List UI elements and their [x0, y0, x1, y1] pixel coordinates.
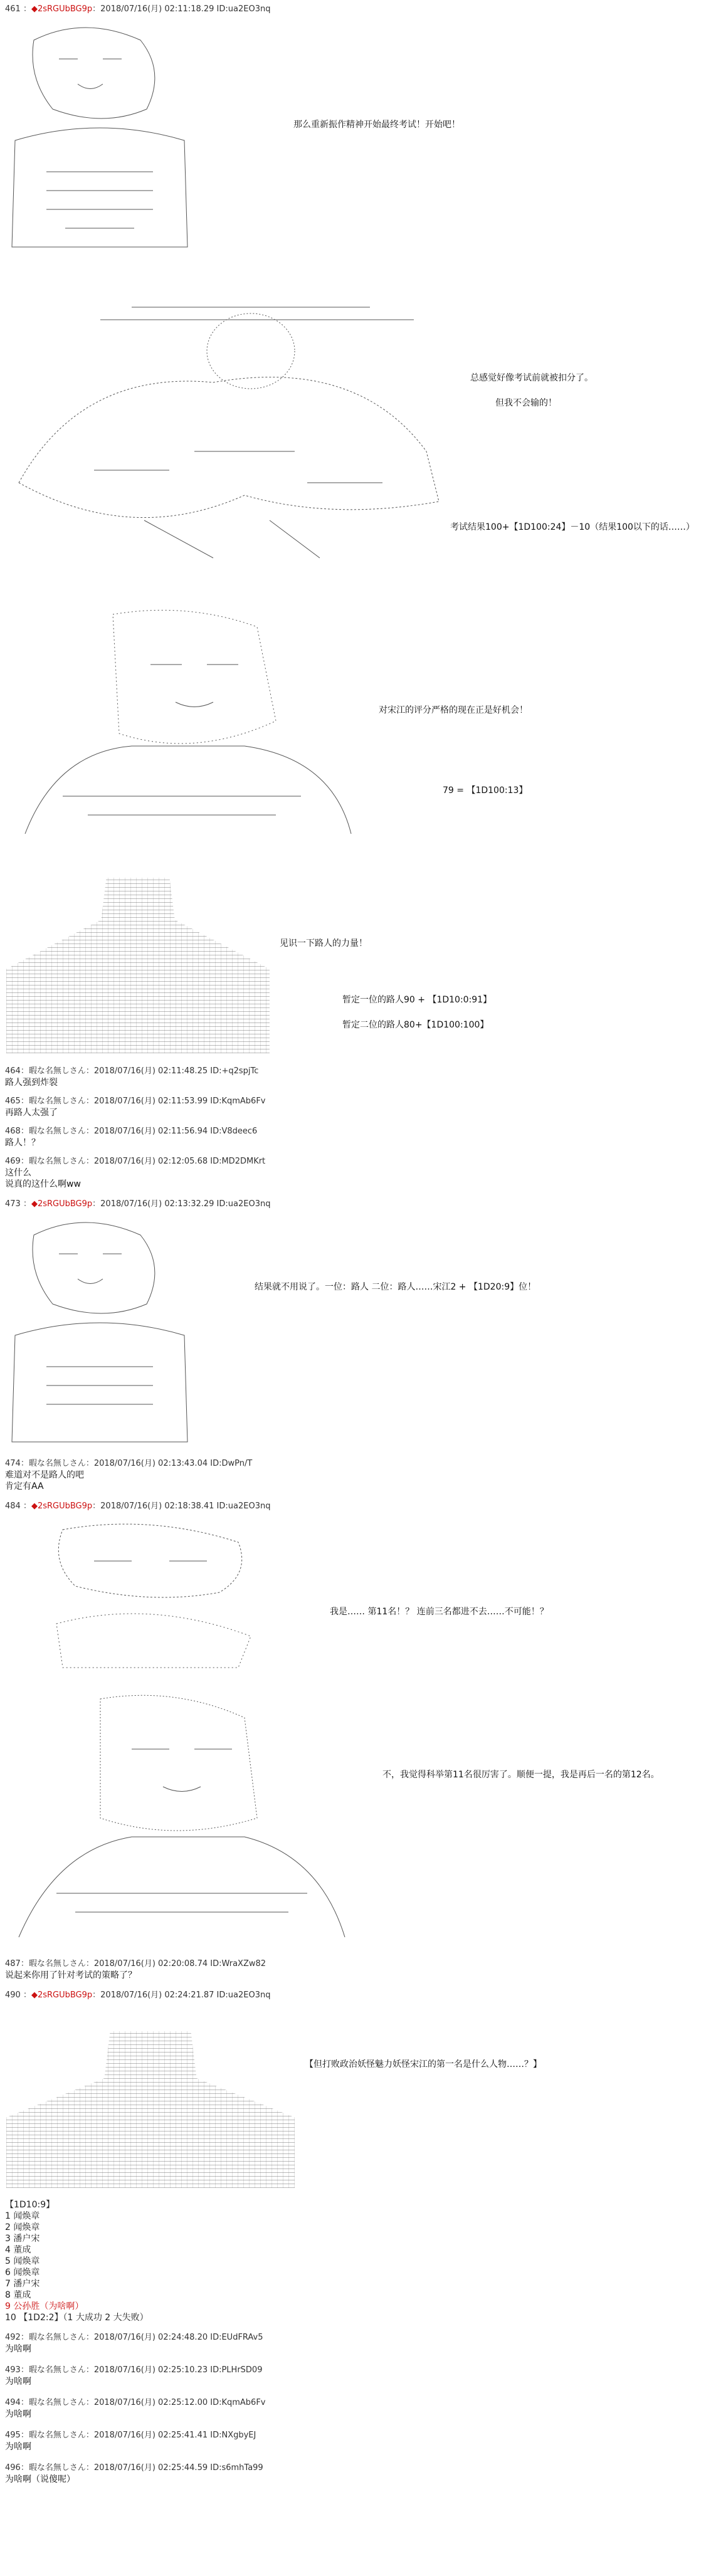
post-meta: ：2018/07/16(月) 02:12:05.68 ID:MD2DMKrt: [85, 1157, 266, 1166]
post-number: 474：: [5, 1459, 29, 1468]
post-body: 为啥啊: [5, 2409, 31, 2419]
author-name[interactable]: 暇な名無しさん: [28, 1066, 86, 1076]
post-meta: ：2018/07/16(月) 02:18:38.41 ID:ua2EO3nq: [92, 1501, 271, 1511]
post-number: 464：: [5, 1066, 29, 1076]
author-trip[interactable]: ◆2sRGUbBG9p: [31, 1990, 93, 2000]
dialogue-line: 那么重新振作精神开始最终考试！开始吧！: [293, 120, 460, 130]
ascii-art-drawing: [9, 1210, 191, 1448]
post-header: [5, 1199, 270, 1210]
post-header: [5, 1958, 266, 1970]
author-trip[interactable]: ◆2sRGUbBG9p: [31, 1199, 93, 1209]
ascii-art-passerby: [6, 878, 270, 1053]
post-header: [5, 1066, 258, 1077]
post-body: 说真的这什么啊ww: [5, 1179, 81, 1189]
post-body: 为啥啊: [5, 2442, 31, 2452]
post-header: [5, 2463, 263, 2474]
post-header: [5, 4, 270, 15]
roll-option: 2 闻焕章: [5, 2222, 40, 2232]
post-number: 495：: [5, 2431, 29, 2440]
post-number: 468：: [5, 1127, 29, 1136]
author-trip[interactable]: ◆2sRGUbBG9p: [31, 4, 93, 14]
post-body: 再路人太强了: [5, 1108, 58, 1118]
post-header: [5, 2430, 256, 2441]
author-name[interactable]: 暇な名無しさん: [28, 2398, 86, 2407]
author-name[interactable]: 暇な名無しさん: [28, 2365, 86, 2375]
post-meta: ：2018/07/16(月) 02:11:56.94 ID:V8deec6: [85, 1127, 258, 1136]
post-number: 469：: [5, 1157, 29, 1166]
roll-option: 3 潘户宋: [5, 2234, 40, 2244]
post-meta: ：2018/07/16(月) 02:24:21.87 ID:ua2EO3nq: [92, 1990, 271, 2000]
post-number: 490 ：: [5, 1990, 31, 2000]
post-meta: ：2018/07/16(月) 02:25:44.59 ID:s6mhTa99: [85, 2463, 263, 2473]
ascii-art-creature: [6, 295, 445, 570]
ascii-art-drawing: [9, 15, 191, 253]
post-body: 难道对不是路人的吧: [5, 1470, 84, 1480]
author-name[interactable]: 暇な名無しさん: [28, 1459, 86, 1468]
dialogue-line: 对宋江的评分严格的现在正是好机会！: [379, 705, 528, 715]
post-header: [5, 2365, 262, 2376]
author-name[interactable]: 暇な名無しさん: [28, 1127, 86, 1136]
dialogue-line: 但我不会输的！: [495, 398, 557, 408]
post-number: 487：: [5, 1959, 29, 1969]
roll-header: 【1D10:9】: [5, 2200, 55, 2210]
post-number: 494：: [5, 2398, 29, 2407]
ascii-art-drawing: [6, 1693, 357, 1943]
ascii-art-man: [6, 608, 357, 840]
ascii-art-drawing: [6, 608, 357, 840]
author-name[interactable]: 暇な名無しさん: [28, 1157, 86, 1166]
post-body: 说起来你用了针对考试的策略了？: [5, 1970, 137, 1980]
dialogue-line: 暂定二位的路人80+【1D100:100】: [342, 1020, 489, 1030]
post-number: 492：: [5, 2333, 29, 2342]
dialogue-line: 结果就不用说了。一位：路人 二位：路人……宋江2 + 【1D20:9】位！: [255, 1282, 537, 1292]
author-name[interactable]: 暇な名無しさん: [28, 2463, 86, 2473]
post-number: 484 ：: [5, 1501, 31, 1511]
post-meta: ：2018/07/16(月) 02:24:48.20 ID:EUdFRAv5: [85, 2333, 263, 2342]
roll-option: 4 董成: [5, 2245, 31, 2255]
post-number: 461 ：: [5, 4, 31, 14]
post-number: 465：: [5, 1096, 29, 1106]
roll-option: 8 董成: [5, 2290, 31, 2300]
roll-selected-option: 9 公孙胜（为啥啊）: [5, 2301, 84, 2311]
post-meta: ：2018/07/16(月) 02:13:43.04 ID:DwPn/T: [85, 1459, 253, 1468]
post-header: [5, 2397, 266, 2409]
post-header: [5, 1126, 257, 1137]
post-header: [5, 1501, 270, 1512]
post-meta: ：2018/07/16(月) 02:11:48.25 ID:+q2spjTc: [85, 1066, 259, 1076]
author-name[interactable]: 暇な名無しさん: [28, 2333, 86, 2342]
post-body: 为啥啊（说傻呢）: [5, 2474, 75, 2484]
dialogue-line: 我是…… 第11名！？ 连前三名都进不去……不可能！？: [330, 1607, 549, 1617]
author-name[interactable]: 暇な名無しさん: [28, 1096, 86, 1106]
roll-result: 10 【1D2:2】（1 大成功 2 大失败）: [5, 2313, 149, 2323]
post-meta: ：2018/07/16(月) 02:11:18.29 ID:ua2EO3nq: [92, 4, 271, 14]
roll-option: 6 闻焕章: [5, 2268, 40, 2278]
roll-option: 1 闻焕章: [5, 2211, 40, 2221]
author-name[interactable]: 暇な名無しさん: [28, 2431, 86, 2440]
post-meta: ：2018/07/16(月) 02:13:32.29 ID:ua2EO3nq: [92, 1199, 271, 1209]
ascii-art-rival: [6, 1693, 357, 1943]
roll-option: 7 潘户宋: [5, 2279, 40, 2289]
post-meta: ：2018/07/16(月) 02:25:12.00 ID:KqmAb6Fv: [85, 2398, 266, 2407]
ascii-art-character: [9, 15, 191, 253]
post-meta: ：2018/07/16(月) 02:25:41.41 ID:NXgbyEJ: [85, 2431, 256, 2440]
author-trip[interactable]: ◆2sRGUbBG9p: [31, 1501, 93, 1511]
post-number: 496：: [5, 2463, 29, 2473]
post-body: 肯定有AA: [5, 1481, 44, 1491]
ascii-art-fallen-character: [38, 1517, 263, 1674]
author-name[interactable]: 暇な名無しさん: [28, 1959, 86, 1969]
dialogue-line: 暂定一位的路人90 + 【1D10:0:91】: [342, 995, 492, 1005]
post-meta: ：2018/07/16(月) 02:20:08.74 ID:WraXZw82: [85, 1959, 266, 1969]
dialogue-line: 考试结果100+【1D100:24】－10（结果100以下的话……）: [450, 522, 695, 532]
post-header: [5, 1990, 270, 2001]
post-meta: ：2018/07/16(月) 02:11:53.99 ID:KqmAb6Fv: [85, 1096, 266, 1106]
post-body: 路人！？: [5, 1138, 40, 1148]
post-header: [5, 1156, 265, 1167]
post-number: 493：: [5, 2365, 29, 2375]
post-header: [5, 2332, 263, 2343]
post-body: 这什么: [5, 1168, 31, 1178]
ascii-art-character: [9, 1210, 191, 1448]
dialogue-line: 不，我觉得科举第11名很厉害了。顺便一提，我是再后一名的第12名。: [382, 1770, 660, 1780]
dialogue-line: 见识一下路人的力量！: [280, 938, 367, 949]
post-body: 为啥啊: [5, 2344, 31, 2354]
dialogue-line: 【但打败政治妖怪魅力妖怪宋江的第一名是什么人物……？】: [305, 2059, 542, 2069]
post-number: 473 ：: [5, 1199, 31, 1209]
ascii-art-mystery-figure: [6, 2031, 295, 2188]
ascii-art-drawing: [6, 295, 445, 570]
post-body: 为啥啊: [5, 2377, 31, 2387]
post-header: [5, 1096, 266, 1107]
post-header: [5, 1458, 252, 1469]
post-meta: ：2018/07/16(月) 02:25:10.23 ID:PLHrSD09: [85, 2365, 263, 2375]
post-body: 路人强到炸裂: [5, 1078, 58, 1088]
dialogue-line: 79 = 【1D100:13】: [443, 786, 528, 796]
ascii-art-drawing: [38, 1517, 263, 1674]
roll-option: 5 闻焕章: [5, 2256, 40, 2266]
dialogue-line: 总感觉好像考试前就被扣分了。: [470, 373, 593, 383]
